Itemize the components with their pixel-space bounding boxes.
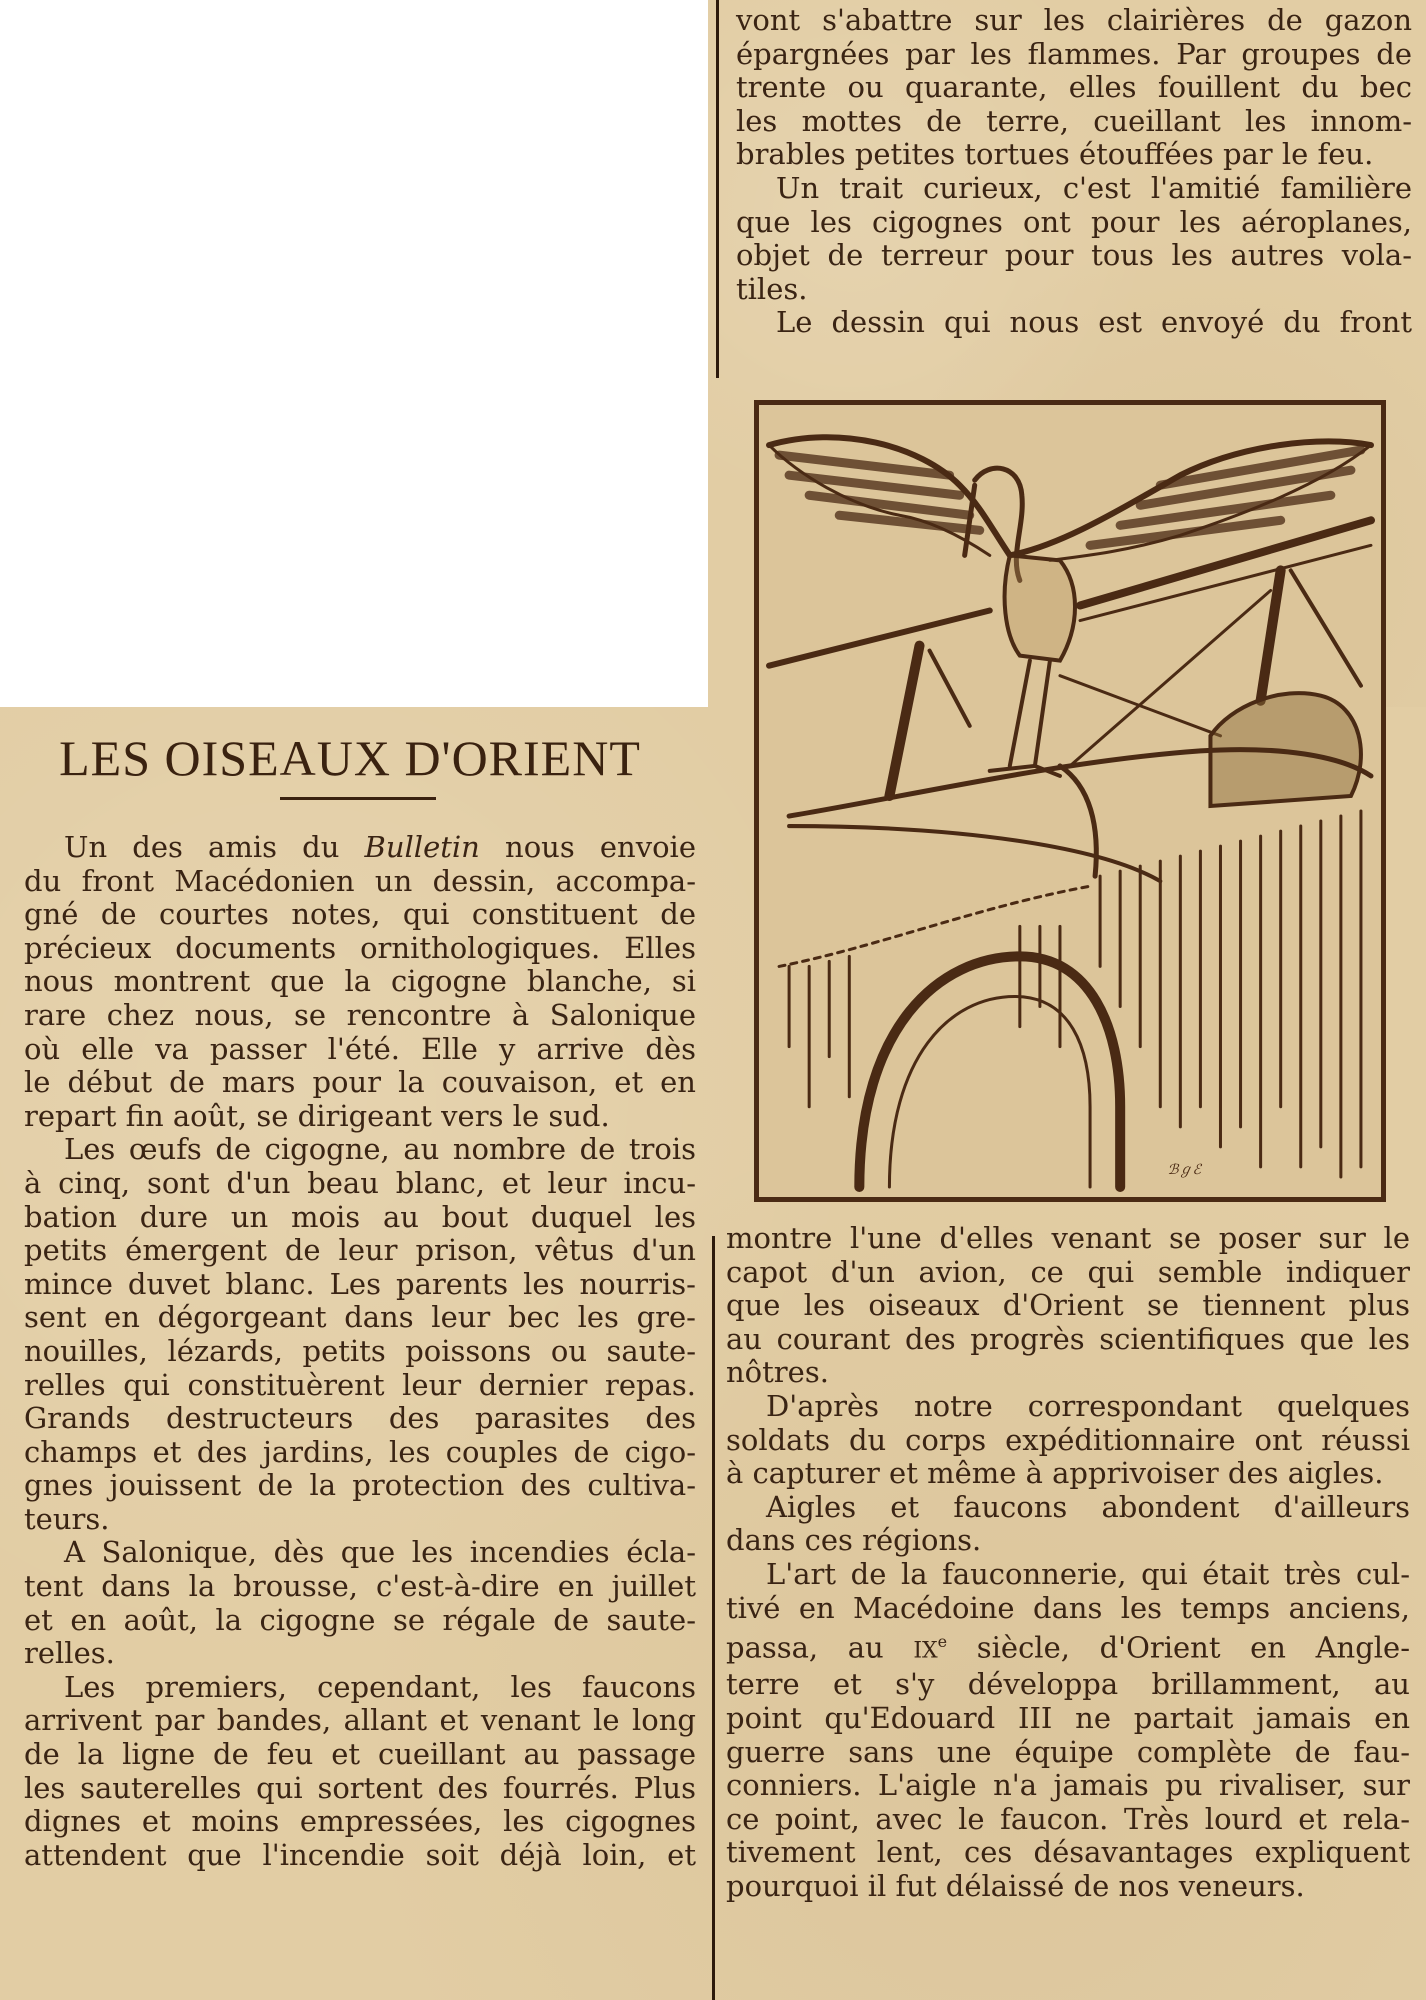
text-line: épargnées par les flammes. Par groupes de — [736, 36, 1412, 71]
text-line: bation dure un mois au bout duquel les — [24, 1199, 696, 1234]
text-line: dans ces régions. — [726, 1523, 982, 1558]
paragraph-intro — [24, 831, 696, 1133]
text-line: à cinq, sont d'un beau blanc, et leur incu- — [24, 1165, 696, 1200]
text-line: guerre sans une équipe complète de fau- — [726, 1734, 1410, 1769]
text-line: D'après notre correspondant quelques — [766, 1388, 1410, 1423]
text-line: gnes jouissent de la protection des cultiva- — [24, 1468, 696, 1503]
artist-signature: ℬℊℰ — [1167, 1162, 1201, 1178]
column-divider-top — [716, 0, 719, 378]
text-line: rare chez nous, se rencontre à Salonique — [24, 997, 696, 1032]
paragraph-fauconnerie — [726, 1558, 1410, 1904]
paragraph-continued — [736, 4, 1412, 172]
text-line: nouilles, lézards, petits poissons ou saute- — [24, 1333, 696, 1368]
text-line: les sauterelles qui sortent des fourrés. Plus — [24, 1770, 696, 1805]
text-line: petits émergent de leur prison, vêtus d'un — [24, 1233, 696, 1268]
text-line: champs et des jardins, les couples de cigo- — [24, 1434, 696, 1469]
text-line: ce point, avec le faucon. Très lourd et rela- — [726, 1801, 1410, 1836]
text-line: à capturer et même à apprivoiser des aigles. — [726, 1456, 1384, 1491]
text-line: repart fin août, se dirigeant vers le sud. — [24, 1098, 610, 1133]
text-line: trente ou quarante, elles fouillent du bec — [736, 70, 1412, 105]
left-column — [24, 831, 696, 1872]
text-line: montre l'une d'elles venant se poser sur le — [726, 1221, 1410, 1255]
paragraph-montre — [726, 1222, 1410, 1390]
paragraph-oeufs — [24, 1133, 696, 1536]
text-line: et en août, la cigogne se régale de saute- — [24, 1602, 696, 1637]
stork-biplane-illustration — [754, 400, 1386, 1202]
text-line: attendent que l'incendie soit déjà loin, et — [24, 1837, 696, 1872]
text-line: relles qui constituèrent leur dernier repas. — [24, 1367, 696, 1402]
text-line: que les cigognes ont pour les aéroplanes, — [736, 204, 1412, 239]
text-line: tent dans la brousse, c'est-à-dire en juillet — [24, 1569, 696, 1604]
text-line: Les premiers, cependant, les faucons — [64, 1669, 696, 1704]
text-line: Le dessin qui nous est envoyé du front — [776, 305, 1412, 340]
text-line: passa, au IXe siècle, d'Orient en Angle- — [726, 1630, 1410, 1665]
paragraph-salonique — [24, 1536, 696, 1670]
paragraph-premiers — [24, 1671, 696, 1873]
text-line: Un trait curieux, c'est l'amitié familière — [776, 170, 1412, 205]
text-line: point qu'Edouard III ne partait jamais en — [726, 1700, 1410, 1735]
bulletin-italic: Bulletin — [364, 830, 480, 864]
column-divider-bottom — [712, 1236, 715, 2000]
text-line: précieux documents ornithologiques. Elles — [24, 930, 696, 965]
article-headline: LES OISEAUX D'ORIENT — [59, 730, 641, 786]
right-column-top — [736, 4, 1412, 340]
paragraph-aigles — [726, 1491, 1410, 1558]
text-line: les mottes de terre, cueillant les innom- — [736, 103, 1412, 138]
headline-underline — [280, 797, 436, 800]
text-line: conniers. L'aigle n'a jamais pu rivaliser, sur — [726, 1768, 1410, 1803]
text-line: tiles. — [736, 271, 808, 306]
text-line: objet de terreur pour tous les autres vola- — [736, 238, 1412, 273]
paragraph-le-dessin — [736, 306, 1412, 340]
text-line: L'art de la fauconnerie, qui était très cul- — [766, 1556, 1410, 1591]
text-line: de la ligne de feu et cueillant au passage — [24, 1737, 696, 1772]
text-line: gné de courtes notes, qui constituent de — [24, 897, 696, 932]
text-line: terre et s'y développa brillamment, au — [726, 1667, 1410, 1702]
text-line: Grands destructeurs des parasites des — [24, 1401, 696, 1436]
text-line: capot d'un avion, ce qui semble indiquer — [726, 1254, 1410, 1289]
text-line: arrivent par bandes, allant et venant le long — [24, 1703, 696, 1738]
text-line: tivement lent, ces désavantages expliquent — [726, 1835, 1410, 1870]
text-line: tivé en Macédoine dans les temps anciens, — [726, 1590, 1410, 1625]
paragraph-correspondant — [726, 1390, 1410, 1491]
text-line: mince duvet blanc. Les parents les nourris- — [24, 1266, 696, 1301]
text-line: teurs. — [24, 1501, 110, 1536]
text-line: le début de mars pour la couvaison, et en — [24, 1065, 696, 1100]
text-line: au courant des progrès scientifiques que les — [726, 1321, 1410, 1356]
text-line: pourquoi il fut délaissé de nos veneurs. — [726, 1868, 1305, 1903]
paragraph-trait-curieux — [736, 172, 1412, 306]
text-line: nous montrent que la cigogne blanche, si — [24, 964, 696, 999]
text-line: Les œufs de cigogne, au nombre de trois — [64, 1132, 696, 1167]
text-line: brables petites tortues étouffées par le feu. — [736, 137, 1374, 172]
text-line: A Salonique, dès que les incendies écla- — [64, 1535, 696, 1570]
text-line: dignes et moins empressées, les cigognes — [24, 1804, 696, 1839]
text-line: nôtres. — [726, 1355, 829, 1390]
text-line: sent en dégorgeant dans leur bec les gre- — [24, 1300, 696, 1335]
text-line: du front Macédonien un dessin, accompa- — [24, 863, 696, 898]
text-line: vont s'abattre sur les clairières de gazon — [736, 3, 1412, 37]
text-line: Aigles et faucons abondent d'ailleurs — [766, 1489, 1410, 1524]
text-line: que les oiseaux d'Orient se tiennent plus — [726, 1288, 1410, 1323]
text-line: soldats du corps expéditionnaire ont réussi — [726, 1422, 1410, 1457]
right-column-bottom — [726, 1222, 1410, 1904]
text-line: Un des amis du Bulletin nous envoie — [64, 830, 696, 864]
text-line: relles. — [24, 1636, 115, 1671]
stork-icon — [759, 405, 1381, 1197]
roman-numeral: IX — [913, 1638, 938, 1664]
text-line: où elle va passer l'été. Elle y arrive dès — [24, 1031, 696, 1066]
